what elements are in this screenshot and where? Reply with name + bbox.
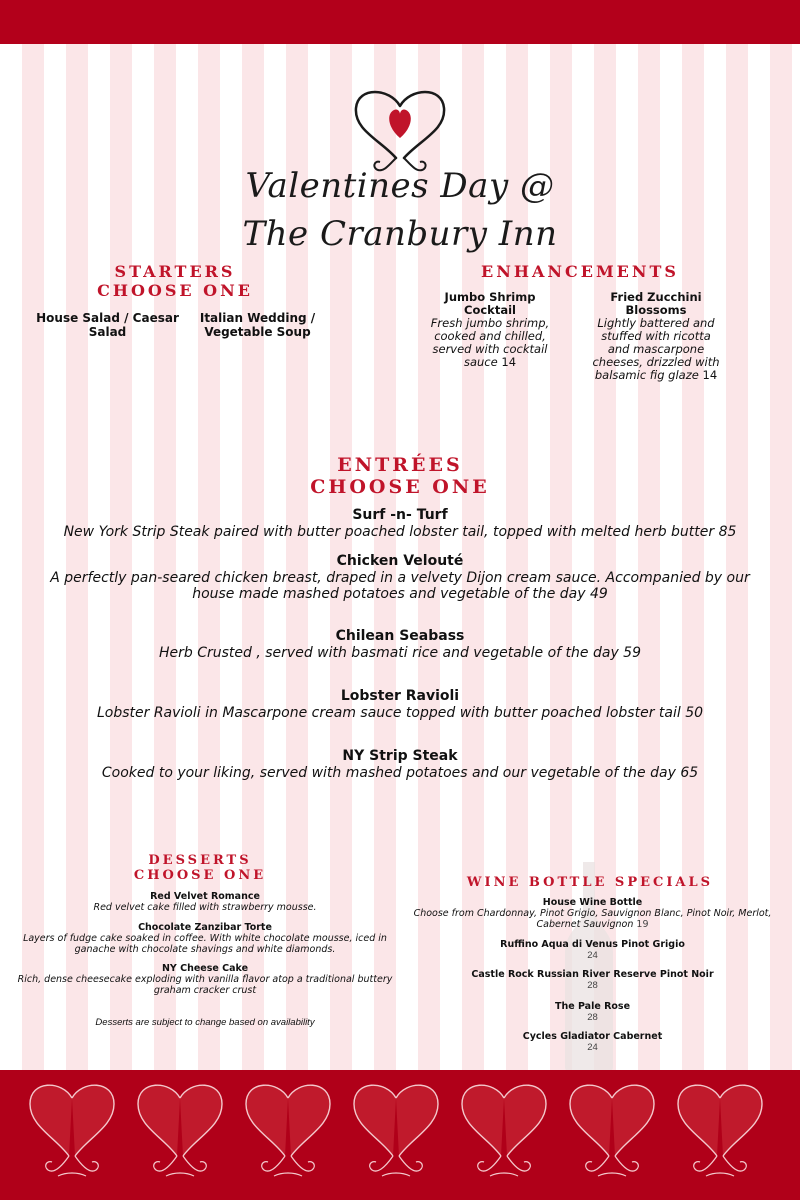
heart-icon: [30, 1085, 114, 1176]
dessert-availability-note: Desserts are subject to change based on availability: [95, 1017, 315, 1028]
entrees-heading-line-1: ENTRÉES: [337, 454, 463, 476]
heart-icon: [678, 1085, 762, 1176]
dessert-name: Chocolate Zanzibar Torte: [138, 922, 272, 933]
wine-price: 28: [587, 1012, 598, 1023]
heart-icon: [462, 1085, 546, 1176]
dessert-desc: Layers of fudge cake soaked in coffee. With white chocolate mousse, iced in ganache with chocolate shavings and white diamonds.: [23, 933, 387, 955]
bottom-red-band: [0, 1070, 800, 1200]
enhancement-item: [425, 291, 555, 369]
entree-name: Chilean Seabass: [335, 628, 465, 644]
wine-item: [405, 1031, 780, 1053]
enhancement-desc: Fresh jumbo shrimp, cooked and chilled, served with cocktail sauce: [430, 316, 550, 369]
entree-item: [30, 628, 770, 661]
enhancement-price: 14: [501, 355, 517, 369]
starter-item: House Salad / Caesar Salad: [36, 311, 179, 339]
entree-name: Lobster Ravioli: [340, 688, 460, 704]
wine-name: Ruffino Aqua di Venus Pinot Grigio: [500, 939, 685, 950]
dessert-desc: Rich, dense cheesecake exploding with vanilla flavor atop a traditional buttery graham cracker crust: [17, 974, 393, 996]
entree-name: NY Strip Steak: [342, 748, 458, 764]
entree-item: [30, 748, 770, 781]
wine-item: [405, 969, 780, 991]
wine-desc: Choose from Chardonnay, Pinot Grigio, Sauvignon Blanc, Pinot Noir, Merlot, Cabernet Sauvignon: [413, 908, 772, 930]
entrees-heading-line-2: CHOOSE ONE: [310, 476, 490, 498]
starters-heading-line-1: STARTERS: [114, 262, 236, 281]
entree-item: [30, 688, 770, 721]
heart-icon: [354, 1085, 438, 1176]
heart-border: [0, 1070, 800, 1200]
entree-desc: A perfectly pan-seared chicken breast, draped in a velvety Dijon cream sauce. Accompanied by our house made mashed potatoes and vegetable of the day 49: [50, 570, 750, 602]
enhancement-name: Fried Zucchini Blossoms: [610, 290, 702, 317]
wine-price: 28: [587, 980, 598, 991]
title-line-1: Valentines Day @: [245, 166, 555, 206]
wine-name: Castle Rock Russian River Reserve Pinot Noir: [471, 969, 714, 980]
wine-item: [405, 939, 780, 961]
enhancement-name: Jumbo Shrimp Cocktail: [444, 290, 536, 317]
desserts-heading: [100, 853, 300, 883]
dessert-desc: Red velvet cake filled with strawberry mousse.: [93, 902, 317, 913]
enhancement-item: [592, 291, 720, 382]
entree-desc: New York Strip Steak paired with butter poached lobster tail, topped with melted herb butter 85: [63, 524, 737, 540]
entree-item: [30, 553, 770, 602]
entree-desc: Lobster Ravioli in Mascarpone cream sauce topped with butter poached lobster tail 50: [96, 705, 704, 721]
starters-heading: [80, 262, 270, 300]
wine-name: House Wine Bottle: [542, 897, 643, 908]
title-line-2: The Cranbury Inn: [242, 214, 558, 254]
heart-icon: [570, 1085, 654, 1176]
wine-item: [405, 897, 780, 930]
desserts-heading-line-1: DESSERTS: [148, 853, 252, 868]
starters-heading-line-2: CHOOSE ONE: [97, 281, 253, 300]
enhancements-heading: ENHANCEMENTS: [481, 262, 679, 281]
entree-item: [30, 507, 770, 540]
wine-price: 24: [587, 1042, 598, 1053]
wine-price: 19: [636, 919, 649, 930]
starter-item: Italian Wedding / Vegetable Soup: [199, 311, 316, 339]
entree-name: Surf -n- Turf: [352, 507, 448, 523]
heart-scroll-icon: [350, 78, 450, 178]
entree-desc: Herb Crusted , served with basmati rice and vegetable of the day 59: [158, 645, 641, 661]
heart-icon: [138, 1085, 222, 1176]
wine-price: 24: [587, 950, 598, 961]
heart-icon: [246, 1085, 330, 1176]
dessert-item: [10, 891, 400, 913]
entree-name: Chicken Velouté: [336, 553, 464, 569]
wine-item: [405, 1001, 780, 1023]
dessert-item: [10, 963, 400, 996]
desserts-heading-line-2: CHOOSE ONE: [133, 868, 267, 883]
top-red-band: [0, 0, 800, 44]
enhancement-price: 14: [702, 368, 718, 382]
wine-name: The Pale Rose: [554, 1001, 631, 1012]
entree-desc: Cooked to your liking, served with mashed potatoes and our vegetable of the day 65: [101, 765, 699, 781]
entrees-heading: [250, 454, 550, 498]
dessert-name: Red Velvet Romance: [150, 891, 260, 902]
wine-name: Cycles Gladiator Cabernet: [522, 1031, 663, 1042]
enhancement-desc: Lightly battered and stuffed with ricotta and mascarpone cheeses, drizzled with balsamic fig glaze: [592, 316, 720, 382]
wine-heading: WINE BOTTLE SPECIALS: [466, 875, 714, 890]
dessert-name: NY Cheese Cake: [161, 963, 249, 974]
dessert-item: [10, 922, 400, 955]
